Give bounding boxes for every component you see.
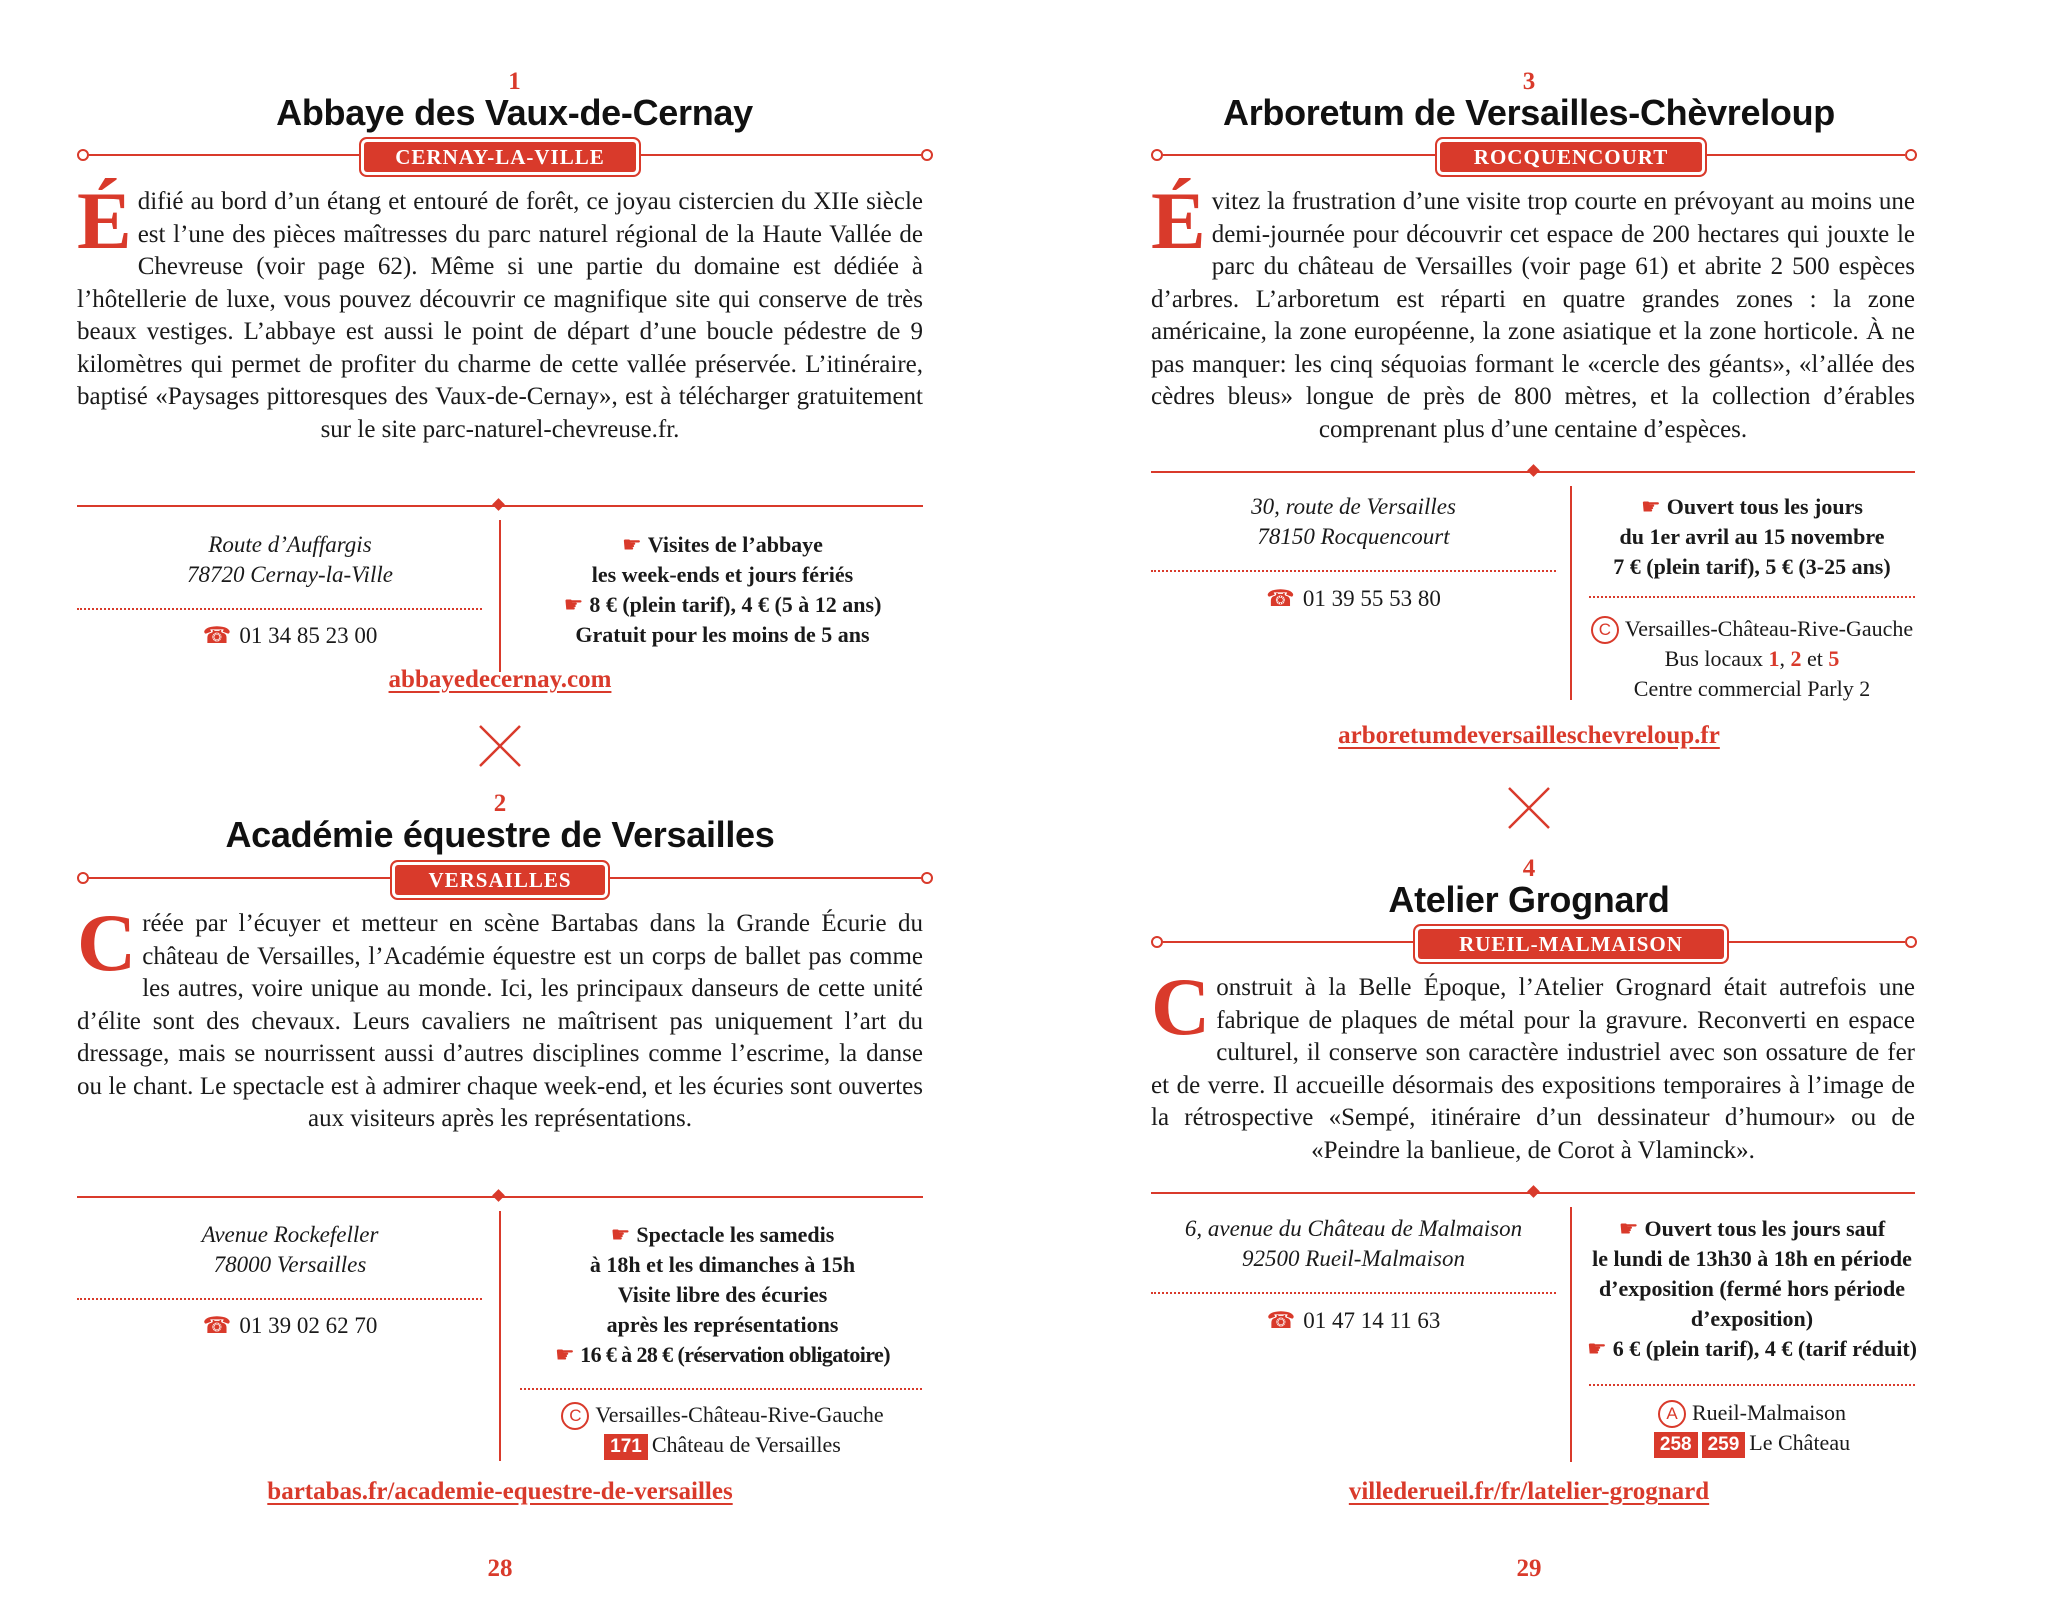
title-rule-end <box>1905 149 1917 161</box>
address-line: Avenue Rockefeller <box>201 1222 379 1247</box>
title-rule-end <box>1905 936 1917 948</box>
rer-circle-icon: A <box>1658 1400 1686 1428</box>
bus-line: 1 <box>1768 646 1780 671</box>
address <box>95 1220 485 1280</box>
location-badge: CERNAY-LA-VILLE <box>364 142 636 172</box>
transit-info <box>1582 1398 1922 1458</box>
pointing-hand-icon: ☛ <box>1587 1336 1607 1361</box>
bus-box-icon: 171 <box>604 1434 648 1460</box>
location-badge: RUEIL-MALMAISON <box>1418 929 1724 959</box>
separator-diamond <box>492 498 505 511</box>
entry-title: Abbaye des Vaux-de-Cernay <box>276 92 753 133</box>
info-line: Visite libre des écuries <box>617 1282 828 1307</box>
address-divider <box>1151 1292 1556 1294</box>
description-text: difié au bord d’un étang et entouré de forêt, ce joyau cistercien du XIIe siècle est l’une des pièces maîtresses du parc naturel régional de la Haute Vallée de Chevreuse (voir page 62). Même si une partie du domaine est dédiée à l’hôtellerie de luxe, vous pouvez découvrir ce magnifique site qui conserve de très beaux vestiges. L’abbaye est aussi le point de départ d’une boucle pédestre de 9 kilomètres qui permet de profiter du charme de cette vallée préservée. L’itinéraire, baptisé «Paysages pittoresques des Vaux-de-Cernay», est à télécharger gratuitement sur le site parc-naturel-chevreuse.fr. <box>77 188 923 443</box>
entry-description <box>77 897 923 1136</box>
info-line: Visites de l’abbaye <box>647 532 823 557</box>
entry-description <box>77 175 923 446</box>
bus-box-icon: 258 <box>1654 1432 1698 1458</box>
price-info: 8 € (plein tarif), 4 € (5 à 12 ans) <box>589 592 882 617</box>
visit-info <box>510 530 935 650</box>
rer-station: Rueil-Malmaison <box>1692 1400 1846 1425</box>
rer-circle-icon: C <box>561 1402 589 1430</box>
info-divider <box>499 520 501 672</box>
bus-and: et <box>1807 646 1823 671</box>
separator-cross <box>1507 786 1551 830</box>
separator-diamond <box>1527 1185 1540 1198</box>
info-line: d’exposition (fermé hors période <box>1598 1276 1906 1301</box>
address-line: 30, route de Versailles <box>1251 494 1456 519</box>
bus-stop: Château de Versailles <box>651 1432 841 1457</box>
price-info: 16 € à 28 € (réservation obligatoire) <box>580 1342 890 1367</box>
info-line: Spectacle les samedis <box>636 1222 835 1247</box>
description-text: vitez la frustration d’une visite trop courte en prévoyant au moins une demi-journée pour découvrir cet espace de 200 hectares qui jouxte le parc du château de Versailles (voir page 61) et abrite 2 500 espèces d’arbres. L’arboretum est réparti en quatre grandes zones : la zone américaine, la zone européenne, la zone asiatique et la zone horticole. À ne pas manquer: les cinq séquoias formant le «cercle des géants», «l’allée des cèdres bleus» longue de près de 800 mètres, et la collection d’érables comprenant plus d’une centaine d’espèces. <box>1151 188 1915 443</box>
pointing-hand-icon: ☛ <box>563 592 584 617</box>
title-rule-end <box>77 872 89 884</box>
info-line: Gratuit pour les moins de 5 ans <box>575 622 870 647</box>
website-link[interactable]: bartabas.fr/academie-equestre-de-versailles <box>267 1478 733 1505</box>
info-line: d’exposition) <box>1690 1306 1814 1331</box>
bus-stop: Le Château <box>1749 1430 1851 1455</box>
entry-title: Arboretum de Versailles-Chèvreloup <box>1223 92 1835 133</box>
transit-info: C Versailles-Château-Rive-Gauche Bus locaux 1, 2 et 5 Centre commercial Parly 2 <box>1584 614 1920 704</box>
visit-info <box>510 1220 935 1370</box>
bus-stop: Centre commercial Parly 2 <box>1633 676 1871 701</box>
bus-line: 5 <box>1828 646 1840 671</box>
location-badge: VERSAILLES <box>395 865 605 895</box>
price-info: 7 € (plein tarif), 5 € (3-25 ans) <box>1613 554 1891 579</box>
pointing-hand-icon: ☛ <box>1641 494 1661 519</box>
phone <box>95 1311 485 1341</box>
title-rule-end <box>1151 936 1163 948</box>
transit-divider <box>1589 1384 1915 1386</box>
bus-prefix: Bus locaux <box>1664 646 1763 671</box>
rer-station: Versailles-Château-Rive-Gauche <box>595 1402 884 1427</box>
info-line: après les représentations <box>606 1312 839 1337</box>
address-line: 6, avenue du Château de Malmaison <box>1184 1216 1523 1241</box>
phone-number: 01 39 02 62 70 <box>239 1313 378 1338</box>
description-text: onstruit à la Belle Époque, l’Atelier Grognard était autrefois une fabrique de plaques de métal pour la gravure. Reconverti en espace culturel, il conserve son caractère industriel avec son ossature de fer et de verre. Il accueille désormais des expositions temporaires à l’image de la rétrospective «Sempé, itinéraire d’un dessinateur d’humour» ou de «Peindre la banlieue, de Corot à Vlaminck». <box>1151 974 1915 1164</box>
address <box>1151 492 1556 552</box>
phone-number: 01 47 14 11 63 <box>1303 1308 1441 1333</box>
entry-number: 2 <box>493 790 507 817</box>
address-line: 78000 Versailles <box>213 1252 367 1277</box>
bus-line: 2 <box>1790 646 1802 671</box>
info-line: à 18h et les dimanches à 15h <box>589 1252 856 1277</box>
info-line: le lundi de 13h30 à 18h en période <box>1592 1246 1912 1271</box>
description-text: réée par l’écuyer et metteur en scène Bartabas dans la Grande Écurie du château de Versailles, l’Académie équestre est un corps de ballet pas comme les autres, voire unique au monde. Ici, les principaux danseurs de cette unité d’élite sont des chevaux. Leurs cavaliers ne maîtrisent pas uniquement l’art du dressage, mais se nourrissent aussi d’autres disciplines comme l’escrime, la danse ou le chant. Le spectacle est à admirer chaque week-end, et les écuries sont ouvertes aux visiteurs après les représentations. <box>77 910 923 1132</box>
pointing-hand-icon: ☛ <box>555 1342 575 1367</box>
website-link[interactable]: villederueil.fr/fr/latelier-grognard <box>1348 1478 1710 1505</box>
entry-number: 4 <box>1522 855 1536 882</box>
page-number: 29 <box>1516 1555 1542 1582</box>
drop-cap: C <box>1151 961 1211 1052</box>
title-rule-end <box>921 872 933 884</box>
address-line: 92500 Rueil-Malmaison <box>1242 1246 1465 1271</box>
phone-icon: ☎ <box>202 1313 232 1338</box>
rer-circle-icon: C <box>1591 616 1619 644</box>
title-rule-end <box>921 149 933 161</box>
info-line: Ouvert tous les jours sauf <box>1644 1216 1886 1241</box>
bus-box-icon: 259 <box>1702 1432 1746 1458</box>
title-rule-end <box>77 149 89 161</box>
info-line: Ouvert tous les jours <box>1666 494 1863 519</box>
separator-diamond <box>1527 464 1540 477</box>
entry-title: Académie équestre de Versailles <box>225 814 775 855</box>
pointing-hand-icon: ☛ <box>1618 1216 1639 1241</box>
info-line: les week-ends et jours fériés <box>591 562 854 587</box>
address-divider <box>77 1298 482 1300</box>
right-page <box>1029 0 2058 1620</box>
visit-info <box>1584 492 1920 582</box>
pointing-hand-icon: ☛ <box>622 532 642 557</box>
phone-number: 01 34 85 23 00 <box>239 623 378 648</box>
rer-station: Versailles-Château-Rive-Gauche <box>1624 616 1914 641</box>
address-line: Route d’Auffargis <box>208 532 372 557</box>
location-badge: ROCQUENCOURT <box>1440 142 1702 172</box>
entry-description <box>1151 961 1915 1167</box>
separator-diamond <box>492 1189 505 1202</box>
address <box>95 530 485 590</box>
phone <box>1151 1306 1556 1336</box>
entry-number: 3 <box>1522 68 1536 95</box>
entry-title: Atelier Grognard <box>1388 879 1670 920</box>
page-number: 28 <box>487 1555 513 1582</box>
entry-number: 1 <box>508 68 521 95</box>
info-divider <box>1570 1207 1572 1462</box>
info-divider <box>499 1211 501 1461</box>
info-line: du 1er avril au 15 novembre <box>1619 524 1885 549</box>
info-divider <box>1570 486 1572 700</box>
website-link[interactable]: arboretumdeversailleschevreloup.fr <box>1338 722 1720 749</box>
transit-info <box>510 1400 935 1460</box>
title-rule-end <box>1151 149 1163 161</box>
phone-icon: ☎ <box>1266 586 1295 611</box>
separator-cross <box>478 724 522 768</box>
transit-divider <box>1589 596 1915 598</box>
address-line: 78150 Rocquencourt <box>1257 524 1450 549</box>
drop-cap: C <box>77 897 137 988</box>
drop-cap: É <box>1151 175 1206 266</box>
pointing-hand-icon: ☛ <box>610 1222 631 1247</box>
phone <box>95 621 485 651</box>
entry-description <box>1151 175 1915 446</box>
transit-divider <box>520 1388 922 1390</box>
phone-icon: ☎ <box>202 623 232 648</box>
phone-number: 01 39 55 53 80 <box>1302 586 1441 611</box>
address-line: 78720 Cernay-la-Ville <box>187 562 393 587</box>
address-divider <box>77 608 482 610</box>
price-info: 6 € (plein tarif), 4 € (tarif réduit) <box>1612 1336 1917 1361</box>
address <box>1146 1214 1561 1274</box>
drop-cap: É <box>77 175 132 266</box>
phone-icon: ☎ <box>1266 1308 1296 1333</box>
phone <box>1151 584 1556 614</box>
website-link[interactable]: abbayedecernay.com <box>388 666 612 693</box>
address-divider <box>1151 570 1556 572</box>
visit-info <box>1582 1214 1922 1364</box>
